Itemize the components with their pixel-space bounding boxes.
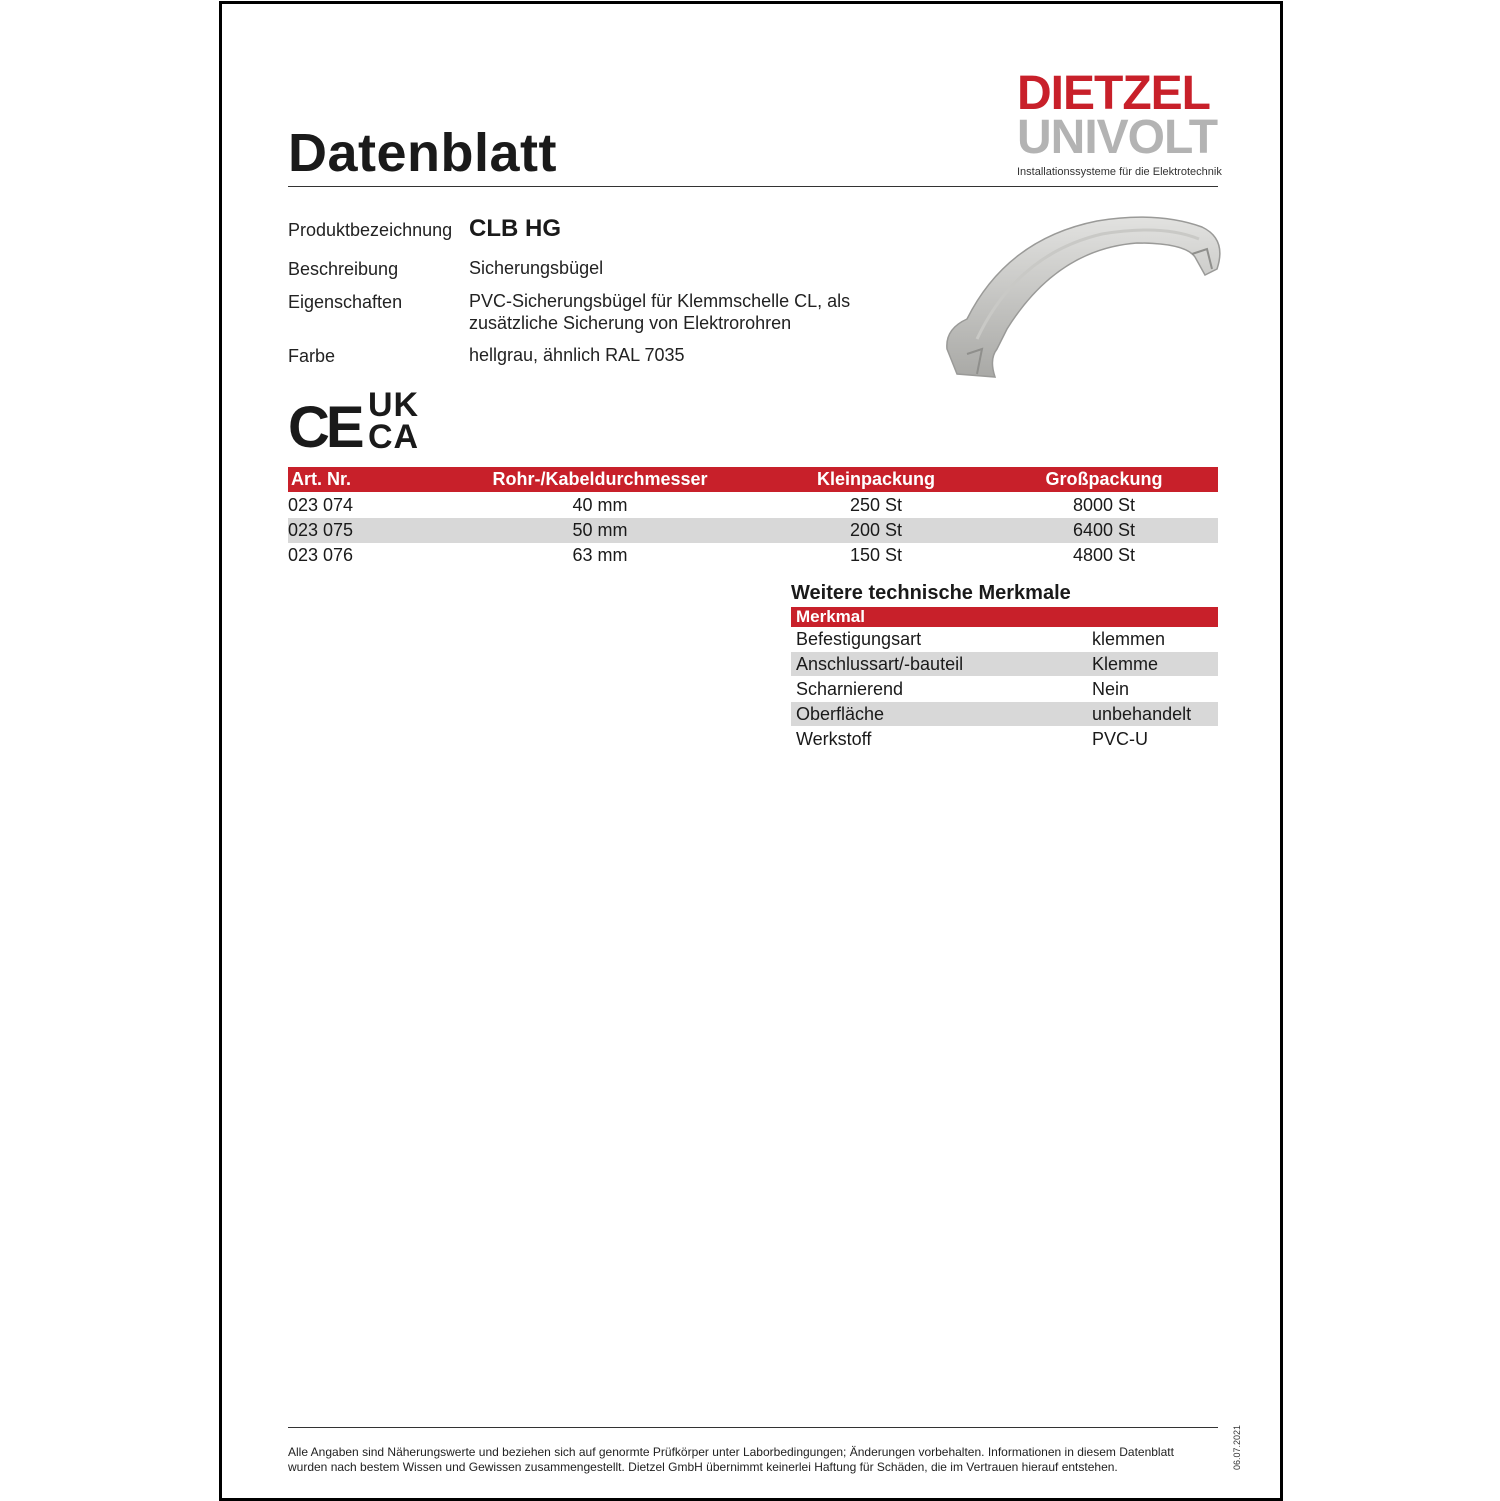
table-cell: 6400 St xyxy=(1072,520,1136,540)
footer-line-1: Alle Angaben sind Näherungswerte und beziehen sich auf genormte Prüfkörper unter Laborbedingungen; Änderungen vorbehalten. Informationen in diesem Datenblatt xyxy=(288,1445,1174,1459)
feature-row xyxy=(791,627,1218,651)
properties-line-1: PVC-Sicherungsbügel für Klemmschelle CL, als xyxy=(469,291,851,311)
table-row xyxy=(288,518,1218,543)
ukca-mark-line-2: CA xyxy=(368,418,420,456)
table-row xyxy=(288,543,1218,568)
ce-mark: CE xyxy=(288,395,361,460)
table-cell: 250 St xyxy=(849,495,903,515)
product-bracket-image xyxy=(937,209,1222,384)
footer-divider xyxy=(288,1427,1218,1428)
brand-tagline: Installationssysteme für die Elektrotechnik xyxy=(1017,166,1222,178)
table-cell: 023 076 xyxy=(288,545,354,565)
column-header: Großpackung xyxy=(1045,469,1163,489)
datasheet-page xyxy=(219,1,1283,1501)
article-table-header xyxy=(288,467,1218,492)
feature-value: unbehandelt xyxy=(1092,704,1192,724)
table-cell: 023 075 xyxy=(288,520,354,540)
table-cell: 023 074 xyxy=(288,495,354,515)
page-title: Datenblatt xyxy=(288,123,558,183)
feature-row xyxy=(791,652,1218,676)
features-table-header xyxy=(791,607,1218,627)
feature-value: Nein xyxy=(1092,679,1130,699)
document-date: 06.07.2021 xyxy=(1232,1424,1242,1470)
table-cell: 63 mm xyxy=(572,545,628,565)
footer-disclaimer xyxy=(288,1445,1223,1475)
feature-value: Klemme xyxy=(1092,654,1159,674)
features-title: Weitere technische Merkmale xyxy=(791,582,1071,604)
feature-value: klemmen xyxy=(1092,629,1166,649)
feature-key: Befestigungsart xyxy=(796,629,922,649)
table-cell: 50 mm xyxy=(572,520,628,540)
description-value: Sicherungsbügel xyxy=(469,258,604,278)
color-value: hellgrau, ähnlich RAL 7035 xyxy=(469,345,685,365)
product-name-value: CLB HG xyxy=(469,215,561,242)
color-label: Farbe xyxy=(288,346,336,366)
feature-key: Anschlussart/-bauteil xyxy=(796,654,964,674)
column-header: Merkmal xyxy=(796,607,865,626)
ukca-mark-line-1: UK xyxy=(368,386,420,424)
properties-label: Eigenschaften xyxy=(288,292,403,312)
feature-row xyxy=(791,677,1218,701)
feature-key: Scharnierend xyxy=(796,679,904,699)
description-label: Beschreibung xyxy=(288,259,399,279)
product-name-label: Produktbezeichnung xyxy=(288,220,453,240)
table-row xyxy=(288,493,1218,518)
table-cell: 150 St xyxy=(849,545,903,565)
brand-logo-dietzel: DIETZEL xyxy=(1017,67,1210,120)
footer-line-2: wurden nach bestem Wissen und Gewissen zusammengestellt. Dietzel GmbH übernimmt keinerlei Haftung für Schäden, die im Vertrauen hierauf entstehen. xyxy=(288,1460,1118,1474)
column-header: Art. Nr. xyxy=(291,469,352,489)
ukca-mark xyxy=(368,386,420,456)
table-cell: 4800 St xyxy=(1072,545,1136,565)
feature-value: PVC-U xyxy=(1092,729,1149,749)
feature-row xyxy=(791,702,1218,726)
brand-logo-univolt: UNIVOLT xyxy=(1017,111,1218,164)
header-divider xyxy=(288,186,1218,187)
column-header: Kleinpackung xyxy=(816,469,936,489)
feature-row xyxy=(791,727,1218,751)
table-cell: 40 mm xyxy=(572,495,628,515)
properties-line-2: zusätzliche Sicherung von Elektrorohren xyxy=(469,313,792,333)
feature-key: Werkstoff xyxy=(796,729,872,749)
table-cell: 200 St xyxy=(849,520,903,540)
column-header: Rohr-/Kabeldurchmesser xyxy=(492,469,708,489)
feature-key: Oberfläche xyxy=(796,704,885,724)
table-cell: 8000 St xyxy=(1072,495,1136,515)
